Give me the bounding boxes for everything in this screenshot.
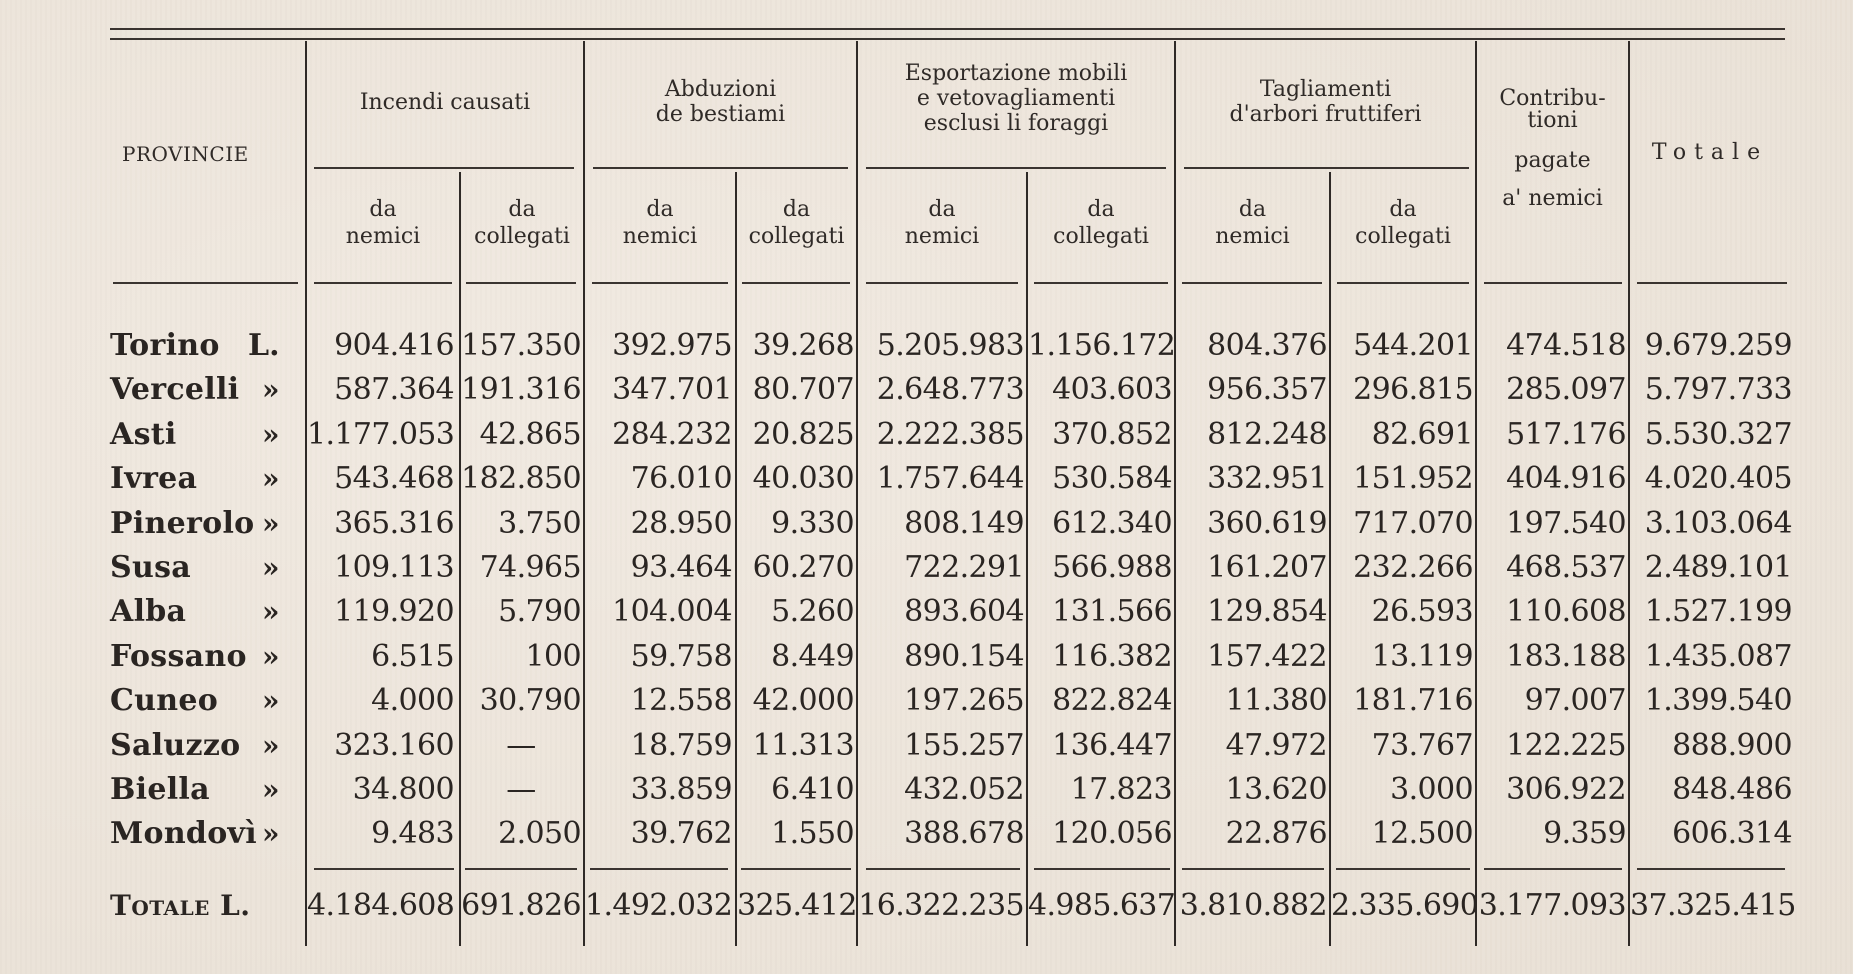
table-cell: 97.007 — [1524, 683, 1626, 719]
table-cell: 9.483 — [371, 816, 454, 852]
table-row — [0, 368, 1853, 412]
table-cell: 157.350 — [461, 328, 581, 363]
total-underline — [465, 868, 577, 870]
table-cell: 566.988 — [1052, 550, 1172, 585]
header-underline — [1637, 282, 1787, 284]
subheader-collegati — [1028, 196, 1174, 250]
table-cell: 8.449 — [771, 638, 854, 674]
top-rule-second — [110, 38, 1785, 40]
province-name: Saluzzo — [110, 727, 241, 763]
total-underline — [314, 868, 454, 870]
table-cell: 2.489.101 — [1644, 550, 1792, 585]
table-cell: 285.097 — [1506, 372, 1626, 408]
table-cell: 182.850 — [461, 461, 581, 497]
subheader-collegati — [737, 196, 856, 250]
province-name: Cuneo — [110, 683, 219, 719]
sub-label: nemici — [1215, 224, 1290, 249]
table-cell: 82.691 — [1371, 416, 1473, 452]
province-name: Alba — [110, 594, 187, 630]
total-cell: 16.322.235 — [858, 888, 1024, 923]
table-cell: 39.268 — [752, 328, 854, 363]
table-row — [0, 413, 1853, 457]
table-cell: 3.750 — [498, 505, 581, 541]
top-rule — [110, 28, 1785, 30]
group-underline — [1184, 167, 1469, 169]
header-underline — [1337, 282, 1469, 284]
table-cell: 1.527.199 — [1644, 594, 1792, 630]
province-name: Biella — [110, 772, 210, 807]
table-cell: 360.619 — [1207, 505, 1327, 541]
sub-da: da — [1238, 197, 1267, 222]
table-cell: 5.790 — [498, 594, 581, 630]
table-row — [0, 546, 1853, 590]
group-title-line: Esportazione mobili — [904, 61, 1128, 86]
table-cell: 722.291 — [904, 550, 1024, 585]
subheader-nemici — [585, 196, 735, 250]
table-cell: 11.380 — [1225, 683, 1327, 719]
sub-label: collegati — [1053, 224, 1149, 249]
table-cell: 9.330 — [771, 505, 854, 541]
table-cell: 47.972 — [1225, 727, 1327, 763]
table-cell: 13.119 — [1371, 638, 1473, 674]
province-name: Torino — [110, 328, 220, 363]
table-row — [0, 812, 1853, 856]
table-cell: 4.000 — [371, 683, 454, 719]
table-cell: 26.593 — [1371, 594, 1473, 630]
table-cell: 332.951 — [1207, 461, 1327, 497]
total-cell: 2.335.690 — [1331, 888, 1479, 923]
group-title-line: e vetovagliamenti — [916, 86, 1116, 111]
ditto-mark: » — [262, 551, 280, 584]
table-cell: 100 — [525, 638, 581, 674]
province-name: Vercelli — [110, 372, 240, 408]
table-row — [0, 502, 1853, 546]
table-row — [0, 590, 1853, 634]
table-cell: 5.260 — [771, 594, 854, 630]
table-cell: 120.056 — [1052, 816, 1172, 852]
table-row — [0, 324, 1853, 368]
ditto-mark: » — [262, 417, 280, 451]
table-cell: 59.758 — [630, 638, 732, 674]
table-cell: 17.823 — [1070, 772, 1172, 807]
sub-label: collegati — [1355, 224, 1451, 249]
contrib-line: tioni — [1527, 108, 1578, 133]
ditto-mark: » — [262, 595, 280, 629]
table-cell: 161.207 — [1207, 550, 1327, 585]
table-cell: 119.920 — [334, 594, 454, 630]
total-cell: 3.177.093 — [1478, 888, 1626, 923]
table-cell: 1.435.087 — [1644, 638, 1792, 674]
table-cell: 116.382 — [1052, 638, 1172, 674]
table-cell: 1.757.644 — [876, 461, 1024, 497]
table-cell: 30.790 — [479, 683, 581, 719]
table-cell: 848.486 — [1672, 772, 1792, 807]
province-name: Ivrea — [110, 461, 198, 497]
sub-da: da — [1087, 197, 1115, 222]
table-cell: 403.603 — [1052, 372, 1172, 408]
table-cell: 136.447 — [1052, 727, 1172, 763]
sub-label: nemici — [904, 224, 980, 249]
table-cell: 73.767 — [1371, 727, 1473, 763]
table-cell: 33.859 — [630, 772, 732, 807]
table-cell: 42.865 — [479, 416, 581, 452]
total-underline — [741, 868, 851, 870]
total-underline — [1034, 868, 1170, 870]
total-underline — [1637, 868, 1785, 870]
header-underline — [314, 282, 452, 284]
table-cell: 296.815 — [1353, 372, 1473, 408]
total-row — [0, 884, 1853, 928]
table-cell: 3.103.064 — [1644, 505, 1792, 541]
total-label: Totale L. — [110, 889, 251, 922]
province-name: Susa — [110, 550, 192, 585]
subheader-nemici — [307, 196, 459, 250]
sub-da: da — [646, 197, 674, 222]
table-cell: 109.113 — [334, 550, 454, 585]
header-underline — [742, 282, 850, 284]
table-cell: 131.566 — [1052, 594, 1172, 630]
table-cell: 717.070 — [1353, 505, 1473, 541]
group-underline — [593, 167, 848, 169]
province-name: Asti — [110, 416, 177, 452]
totale-header: Totale — [1651, 140, 1769, 165]
table-cell: 347.701 — [612, 372, 732, 408]
group-title-line: Tagliamenti — [1259, 77, 1392, 102]
table-cell: 544.201 — [1353, 328, 1473, 363]
table-cell: 956.357 — [1207, 372, 1327, 408]
table-cell: 104.004 — [612, 594, 732, 630]
table-cell: 42.000 — [752, 683, 854, 719]
table-cell: 474.518 — [1506, 328, 1626, 363]
subheader-collegati — [1331, 196, 1475, 250]
table-cell: 80.707 — [752, 372, 854, 408]
group-title-line: de bestiami — [655, 102, 786, 127]
total-underline — [1182, 868, 1324, 870]
table-cell: 12.500 — [1371, 816, 1473, 852]
table-cell: 530.584 — [1052, 461, 1172, 497]
table-cell: 323.160 — [334, 727, 454, 763]
table-cell: 181.716 — [1353, 683, 1473, 719]
table-cell: 122.225 — [1506, 727, 1626, 763]
ditto-mark: » — [262, 506, 280, 540]
province-name: Fossano — [110, 638, 247, 674]
ditto-mark: » — [262, 728, 280, 762]
total-cell: 3.810.882 — [1179, 888, 1327, 923]
table-cell: 40.030 — [752, 461, 854, 497]
ditto-mark: » — [262, 639, 280, 673]
table-cell: 76.010 — [630, 461, 732, 497]
group-header-incendi — [307, 90, 583, 115]
province-name: Mondovì — [110, 816, 257, 852]
table-cell: 11.313 — [752, 727, 854, 763]
table-cell: 2.648.773 — [876, 372, 1024, 408]
table-cell: 365.316 — [334, 505, 454, 541]
table-cell: 468.537 — [1506, 550, 1626, 585]
table-cell: 822.824 — [1052, 683, 1172, 719]
ditto-mark: » — [262, 817, 280, 851]
table-cell: 404.916 — [1506, 461, 1626, 497]
ditto-mark: » — [262, 684, 280, 718]
table-row — [0, 679, 1853, 723]
table-cell: 5.797.733 — [1644, 372, 1792, 408]
table-cell: 1.550 — [771, 816, 854, 852]
group-underline — [866, 167, 1166, 169]
sub-label: nemici — [622, 224, 698, 249]
header-underline — [1034, 282, 1168, 284]
header-underline — [1484, 282, 1622, 284]
header-underline — [466, 282, 576, 284]
table-cell: 804.376 — [1207, 328, 1327, 363]
table-cell: 74.965 — [479, 550, 581, 585]
table-cell: 812.248 — [1207, 416, 1327, 452]
ditto-mark: » — [262, 773, 280, 806]
table-cell: 18.759 — [630, 727, 732, 763]
table-cell: 904.416 — [334, 328, 454, 363]
table-cell: 392.975 — [612, 328, 732, 363]
table-cell: 2.050 — [498, 816, 581, 852]
table-cell: 93.464 — [630, 550, 732, 585]
table-cell: 517.176 — [1506, 416, 1626, 452]
group-header-esportazione — [858, 61, 1174, 136]
table-cell: 9.359 — [1543, 816, 1626, 852]
table-cell: 2.222.385 — [876, 416, 1024, 452]
table-cell: 197.265 — [904, 683, 1024, 719]
total-cell: 4.985.637 — [1028, 888, 1176, 923]
header-underline — [866, 282, 1018, 284]
table-cell: 4.020.405 — [1644, 461, 1792, 497]
sub-label: collegati — [748, 224, 845, 249]
table-cell: 232.266 — [1353, 550, 1473, 585]
table-cell: 129.854 — [1207, 594, 1327, 630]
total-underline — [590, 868, 728, 870]
total-underline — [1336, 868, 1470, 870]
currency-suffix: L. — [248, 328, 280, 363]
sub-da: da — [508, 197, 536, 222]
table-cell: — — [506, 727, 536, 763]
group-header-abduzioni — [585, 77, 856, 127]
table-row — [0, 457, 1853, 501]
group-title-line: d'arbori fruttiferi — [1229, 102, 1422, 127]
sub-label: collegati — [474, 224, 570, 249]
table-cell: 157.422 — [1207, 638, 1327, 674]
table-cell: 1.156.172 — [1028, 328, 1176, 363]
sub-label: nemici — [345, 224, 421, 249]
table-cell: 432.052 — [904, 772, 1024, 807]
table-row — [0, 768, 1853, 812]
total-underline — [866, 868, 1020, 870]
header-underline — [113, 282, 298, 284]
group-header-tagliamenti — [1176, 77, 1475, 127]
contrib-line: pagate — [1514, 148, 1591, 173]
table-cell: 13.620 — [1225, 772, 1327, 807]
table-cell: 3.000 — [1390, 772, 1473, 807]
sub-da: da — [1389, 197, 1417, 222]
total-cell: 325.412 — [737, 888, 857, 923]
table-cell: 151.952 — [1353, 461, 1473, 497]
total-cell: 691.826 — [461, 888, 581, 923]
total-cell: 37.325.415 — [1630, 888, 1796, 923]
subheader-nemici — [858, 196, 1026, 250]
table-cell: 12.558 — [630, 683, 732, 719]
table-cell: 9.679.259 — [1644, 328, 1792, 363]
table-cell: 890.154 — [904, 638, 1024, 674]
table-cell: 370.852 — [1052, 416, 1172, 452]
table-cell: 39.762 — [630, 816, 732, 852]
table-row — [0, 724, 1853, 768]
group-title: Incendi causati — [359, 90, 531, 115]
subheader-nemici — [1176, 196, 1329, 250]
table-cell: 606.314 — [1672, 816, 1792, 852]
table-cell: 28.950 — [630, 505, 732, 541]
group-underline — [314, 167, 574, 169]
table-cell: 587.364 — [334, 372, 454, 408]
table-cell: 22.876 — [1225, 816, 1327, 852]
total-cell: 4.184.608 — [307, 888, 455, 923]
table-cell: 191.316 — [461, 372, 581, 408]
table-cell: 197.540 — [1506, 505, 1626, 541]
total-cell: 1.492.032 — [585, 888, 733, 923]
table-cell: 60.270 — [752, 550, 854, 585]
table-cell: — — [506, 772, 536, 807]
ditto-mark: » — [262, 462, 280, 496]
table-cell: 893.604 — [904, 594, 1024, 630]
table-cell: 110.608 — [1506, 594, 1626, 630]
table-cell: 543.468 — [334, 461, 454, 497]
group-title-line: Abduzioni — [664, 77, 777, 102]
header-underline — [592, 282, 728, 284]
table-row — [0, 635, 1853, 679]
table-cell: 34.800 — [352, 772, 454, 807]
table-cell: 155.257 — [904, 727, 1024, 763]
sub-da: da — [782, 197, 811, 222]
table-cell: 5.530.327 — [1644, 416, 1792, 452]
table-cell: 6.410 — [771, 772, 854, 807]
total-underline — [1484, 868, 1622, 870]
sub-da: da — [928, 197, 956, 222]
table-cell: 306.922 — [1506, 772, 1626, 807]
table-cell: 888.900 — [1672, 727, 1792, 763]
contrib-line: a' nemici — [1502, 186, 1603, 211]
contrib-line: Contribu- — [1499, 86, 1606, 111]
group-title-line: esclusi li foraggi — [923, 111, 1109, 136]
table-cell: 1.399.540 — [1644, 683, 1792, 719]
table-cell: 808.149 — [904, 505, 1024, 541]
table-cell: 284.232 — [612, 416, 732, 452]
table-cell: 183.188 — [1506, 638, 1626, 674]
table-cell: 612.340 — [1052, 505, 1172, 541]
header-underline — [1182, 282, 1322, 284]
sub-da: da — [369, 197, 397, 222]
provincie-header: PROVINCIE — [122, 142, 249, 166]
table-cell: 1.177.053 — [307, 416, 455, 452]
ditto-mark: » — [262, 373, 280, 407]
contribuzioni-header — [1477, 86, 1628, 212]
subheader-collegati — [461, 196, 583, 250]
table-cell: 6.515 — [371, 638, 454, 674]
province-name: Pinerolo — [110, 505, 255, 541]
table-cell: 20.825 — [752, 416, 854, 452]
table-cell: 388.678 — [904, 816, 1024, 852]
table-cell: 5.205.983 — [876, 328, 1024, 363]
